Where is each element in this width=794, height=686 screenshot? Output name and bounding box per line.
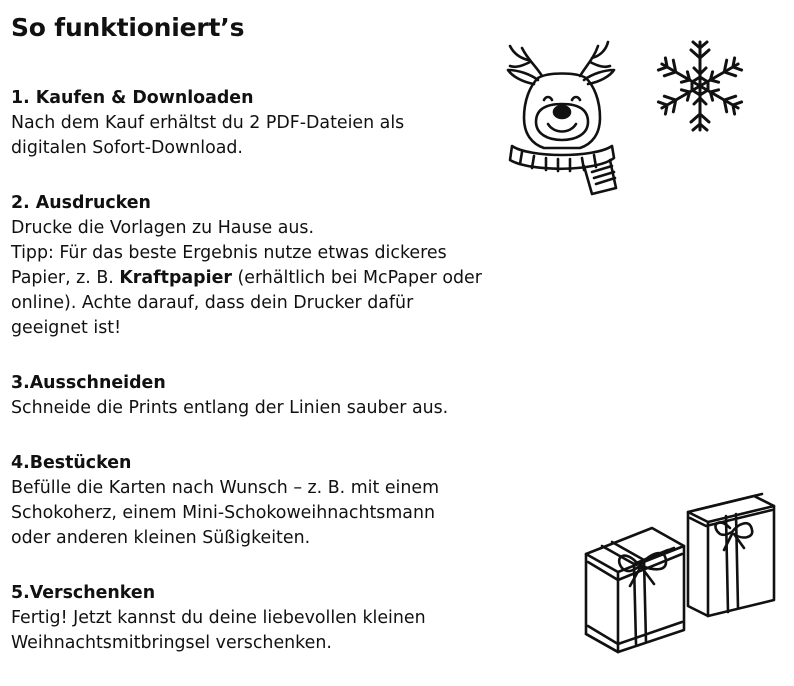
step-text-line: geeignet ist! — [11, 318, 122, 338]
step-text-line: online). Achte darauf, dass dein Drucker dafür — [11, 293, 414, 313]
gift-boxes-icon — [578, 488, 778, 658]
reindeer-icon — [500, 26, 625, 196]
step-text-line: digitalen Sofort-Download. — [11, 138, 243, 158]
text-fragment: Papier, z. B. — [11, 268, 120, 288]
instruction-steps — [11, 86, 521, 686]
step-5 — [11, 581, 521, 656]
step-heading: 2. Ausdrucken — [11, 193, 151, 213]
kraftpapier-highlight: Kraftpapier — [119, 268, 232, 288]
step-3 — [11, 371, 521, 421]
step-text-line: Nach dem Kauf erhältst du 2 PDF-Dateien als — [11, 113, 405, 133]
step-text-line: Befülle die Karten nach Wunsch – z. B. mit einem — [11, 478, 440, 498]
step-text-line: Schneide die Prints entlang der Linien sauber aus. — [11, 398, 449, 418]
text-fragment: (erhältlich bei McPaper oder — [231, 268, 482, 288]
step-heading: 4.Bestücken — [11, 453, 132, 473]
step-text-line: Schokoherz, einem Mini-Schokoweihnachtsmann — [11, 503, 436, 523]
step-text-line: Weihnachtsmitbringsel verschenken. — [11, 633, 332, 653]
step-text-line: Drucke die Vorlagen zu Hause aus. — [11, 218, 315, 238]
step-heading: 1. Kaufen & Downloaden — [11, 88, 254, 108]
page-title: So funktioniert’s — [11, 13, 245, 42]
step-text-line: Fertig! Jetzt kannst du deine liebevollen kleinen — [11, 608, 426, 628]
step-text-line: oder anderen kleinen Süßigkeiten. — [11, 528, 311, 548]
step-heading: 3.Ausschneiden — [11, 373, 166, 393]
step-2 — [11, 191, 521, 341]
step-4 — [11, 451, 521, 551]
step-heading: 5.Verschenken — [11, 583, 156, 603]
step-1 — [11, 86, 521, 161]
step-text-line: Tipp: Für das beste Ergebnis nutze etwas dickeres — [11, 243, 447, 263]
snowflake-icon — [650, 36, 750, 136]
step-text-line-rich — [11, 266, 521, 291]
